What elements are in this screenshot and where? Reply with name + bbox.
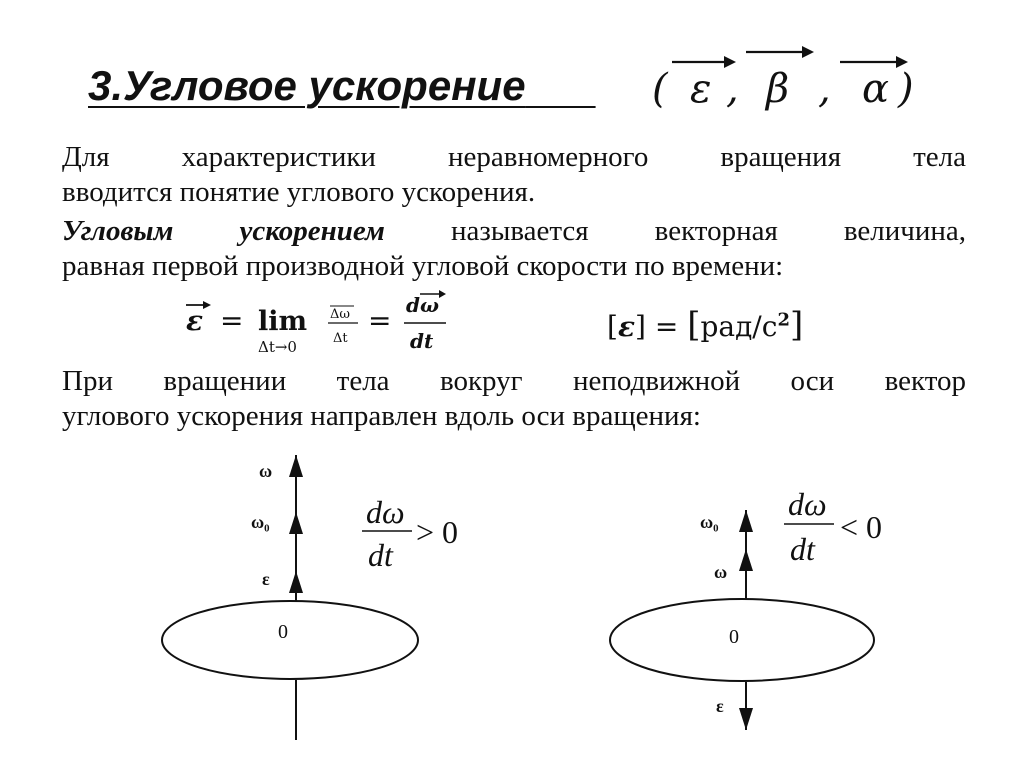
comma-2: , xyxy=(818,66,831,112)
formula-delta-t: Δt xyxy=(333,331,348,346)
alpha-symbol: α xyxy=(862,66,890,112)
left-inequality: > 0 xyxy=(416,514,459,550)
left-label-epsilon: ε xyxy=(262,569,270,589)
formula-equals-1: = xyxy=(220,304,244,337)
left-epsilon-arrowhead xyxy=(289,571,303,593)
right-label-origin: 0 xyxy=(729,626,739,648)
units-equals: = xyxy=(654,310,679,343)
intro-line-1: Для характеристики неравномерного вращения тела xyxy=(62,141,966,173)
left-label-omega: ω xyxy=(259,461,273,481)
formula-lim-sub: Δt→0 xyxy=(258,338,297,356)
formula-equals-2: = xyxy=(368,304,392,337)
formula-delta-omega: Δω xyxy=(330,307,350,322)
definition-line-2: равная первой производной угловой скорости по времени: xyxy=(62,250,784,282)
right-omega0-arrowhead xyxy=(739,510,753,532)
definition-term: Угловым ускорением xyxy=(62,215,385,247)
close-paren: ) xyxy=(898,66,914,112)
units-lhs-close: ] xyxy=(634,310,646,343)
right-inequality: < 0 xyxy=(840,509,883,545)
direction-line-1: При вращении тела вокруг неподвижной оси вектор xyxy=(62,365,966,397)
left-frac-num: dω xyxy=(366,494,405,530)
left-omega0-arrowhead xyxy=(289,512,303,534)
right-label-omega0: ω₀ xyxy=(700,512,719,532)
units-value: рад/с xyxy=(700,310,778,343)
right-frac-num: dω xyxy=(788,486,827,522)
direction-line-2: углового ускорения направлен вдоль оси вращения: xyxy=(62,400,701,432)
units-epsilon: ε xyxy=(617,310,635,343)
right-label-omega: ω xyxy=(714,562,728,582)
left-label-origin: 0 xyxy=(278,621,288,643)
units-rhs-close: ] xyxy=(789,305,804,345)
formula-dt: dt xyxy=(410,329,434,353)
right-epsilon-arrowhead xyxy=(739,708,753,730)
right-omega-arrowhead xyxy=(739,549,753,571)
left-omega-arrowhead xyxy=(289,455,303,477)
title-text: 3.Угловое ускорение xyxy=(88,62,526,109)
left-frac-den: dt xyxy=(368,537,393,573)
right-disk xyxy=(610,599,874,681)
left-label-omega0: ω₀ xyxy=(251,512,270,532)
definition-rest: называется векторная величина, xyxy=(450,215,966,247)
right-frac-den: dt xyxy=(790,531,815,567)
formula-lim: lim xyxy=(258,306,308,337)
right-diagram xyxy=(610,510,874,730)
open-paren: ( xyxy=(652,66,668,112)
right-label-epsilon: ε xyxy=(716,696,724,716)
formula-epsilon: ε xyxy=(186,304,204,337)
formula-d-omega: dω xyxy=(406,293,440,317)
epsilon-symbol: ε xyxy=(690,66,712,112)
left-disk xyxy=(162,601,418,679)
units-exponent: 2 xyxy=(777,309,790,331)
beta-symbol: β xyxy=(766,66,790,112)
units-lhs-open: [ xyxy=(607,310,618,343)
units-rhs-open: [ xyxy=(687,305,701,345)
intro-line-2: вводится понятие углового ускорения. xyxy=(62,176,536,208)
comma-1: , xyxy=(726,66,739,112)
